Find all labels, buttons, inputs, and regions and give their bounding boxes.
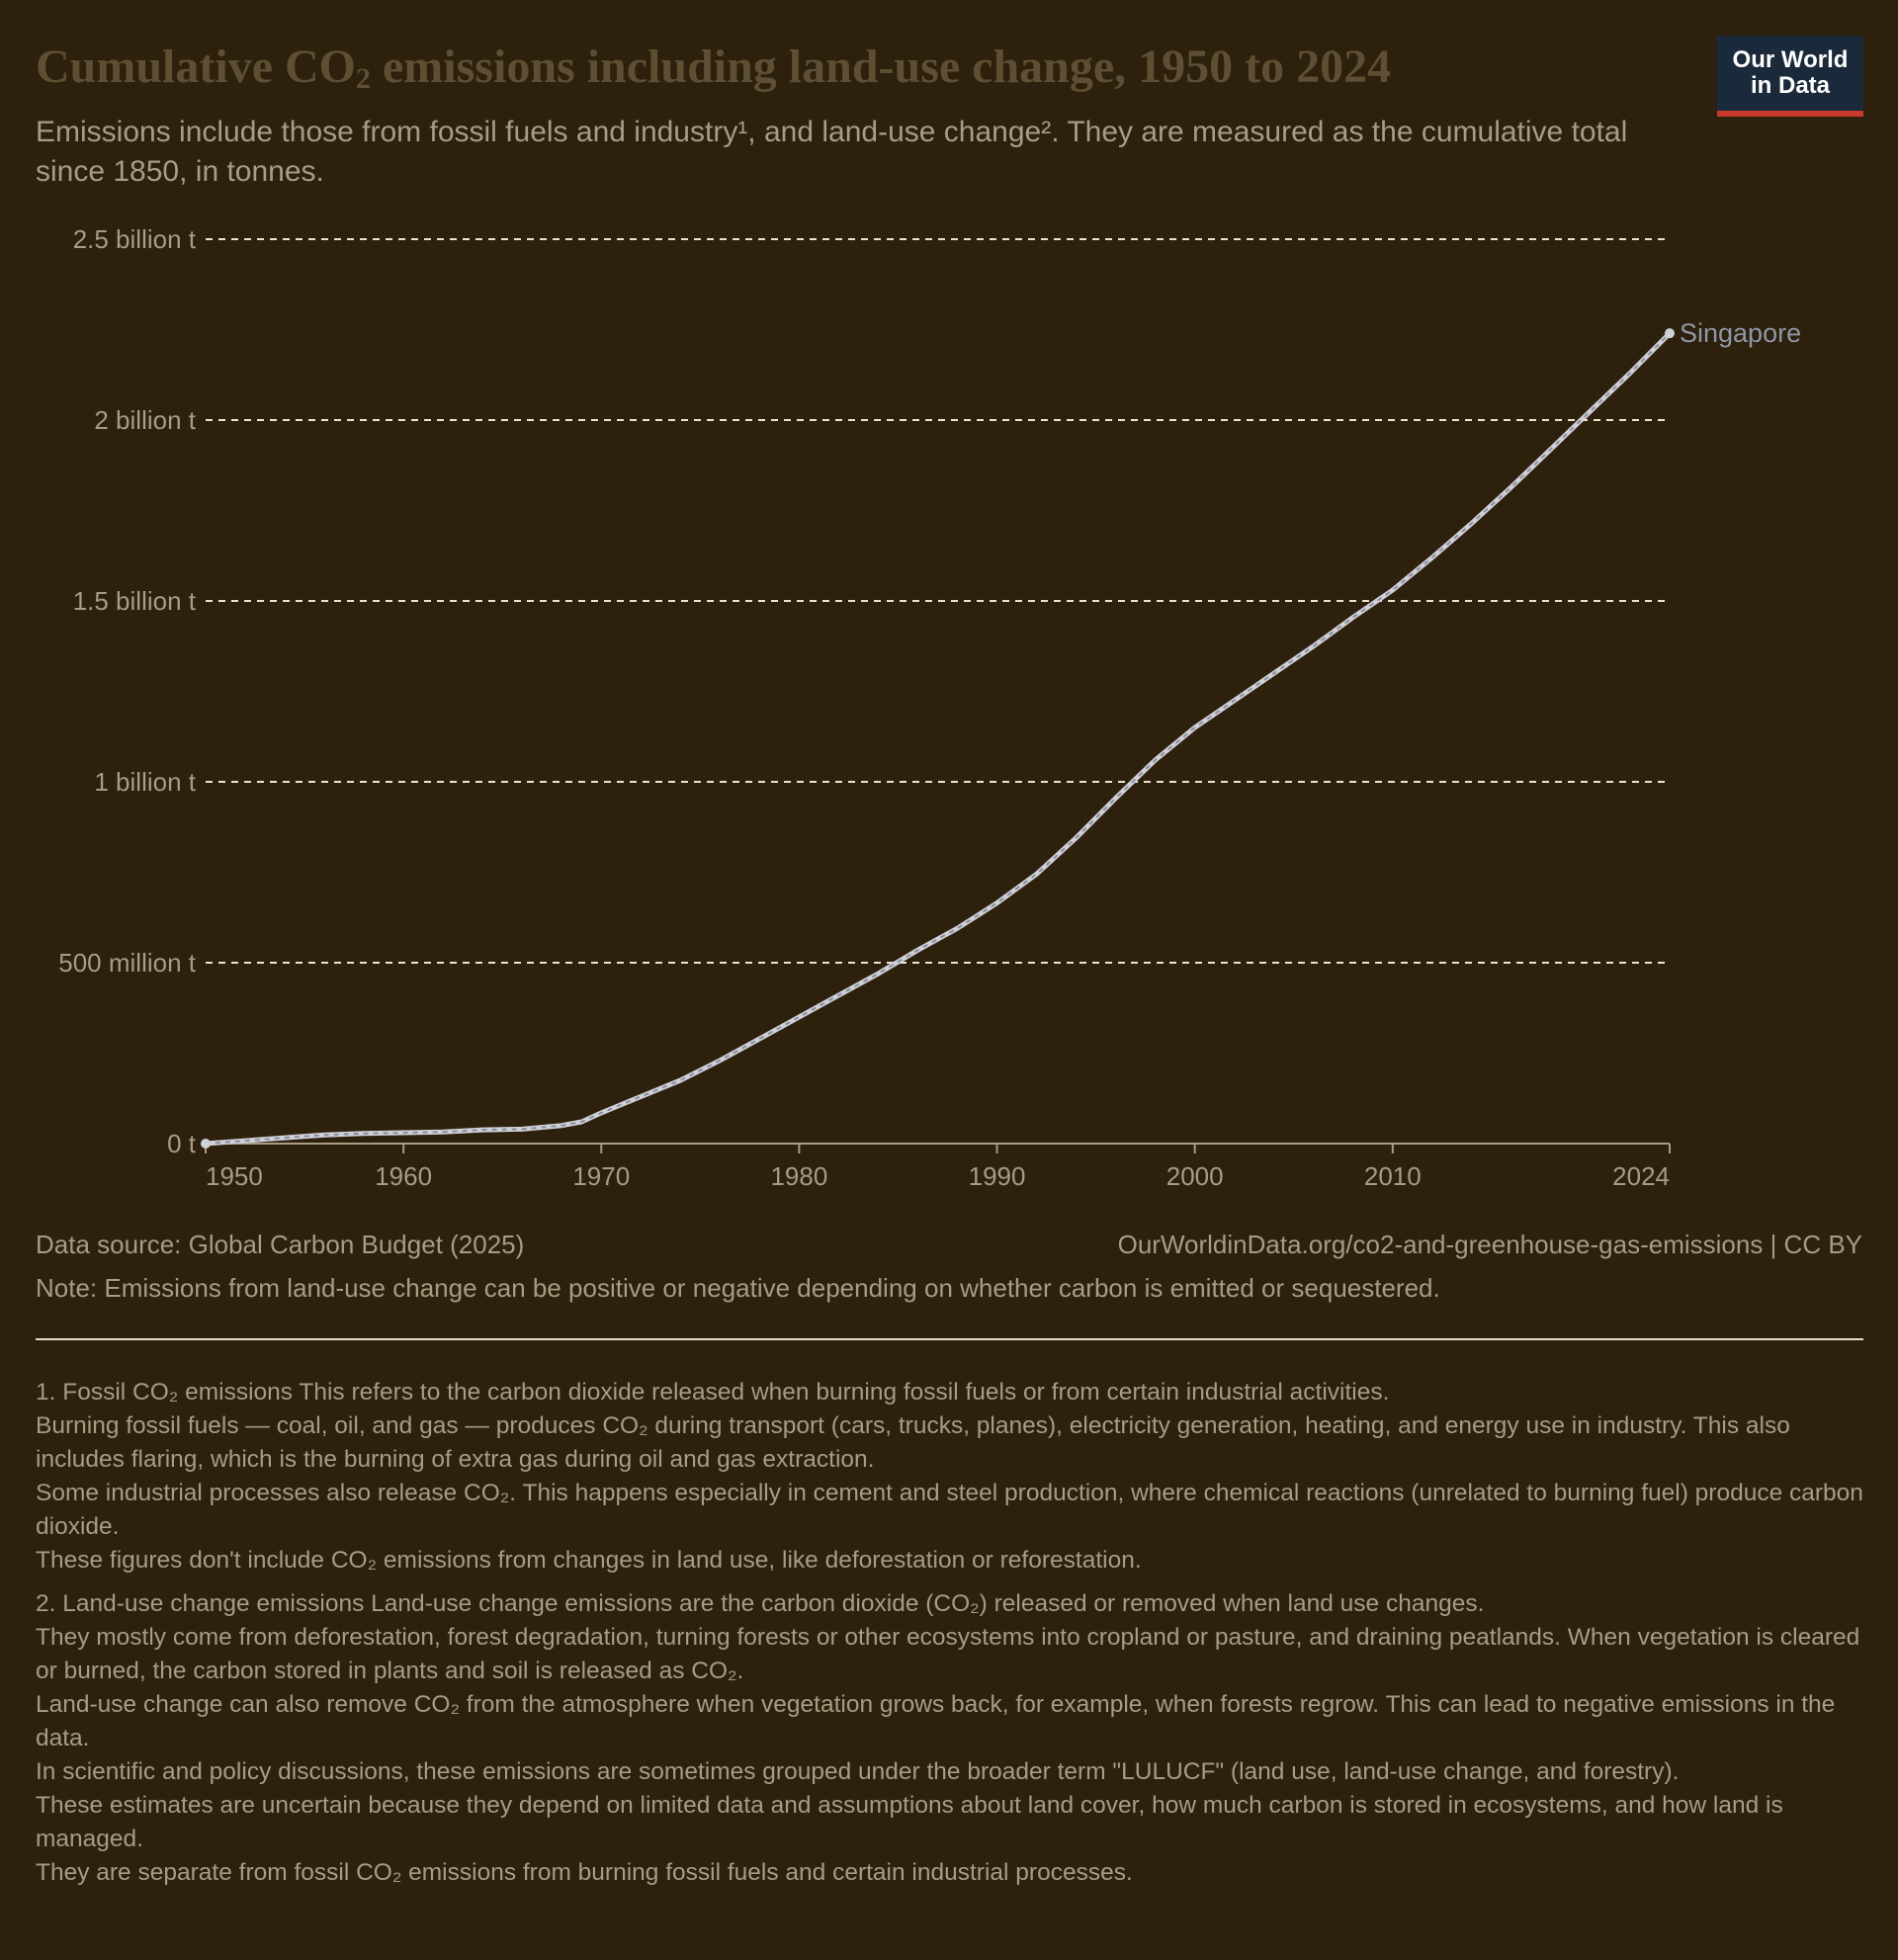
footnote-line: These estimates are uncertain because they depend on limited data and assumptions about land cover, how much carbon is stored in ecosystems, and how land is managed. [36,1792,1783,1852]
x-tick-label: 2000 [1165,1161,1224,1186]
footnote-line: They mostly come from deforestation, forest degradation, turning forests or other ecosystems into cropland or pasture, and draining peatlands. When vegetation is cleared or burned, the carbon stored in plants and soil is released as CO₂. [36,1624,1860,1684]
x-tick-label: 2024 [1612,1161,1670,1186]
grid-layer [206,239,1670,963]
line-chart [0,198,1898,1186]
data-source: Data source: Global Carbon Budget (2025) [36,1230,525,1259]
x-tick-label: 1970 [572,1161,631,1186]
x-tick-label: 1980 [770,1161,828,1186]
chart-note: Note: Emissions from land-use change can be positive or negative depending on whether carbon is emitted or sequestered. [36,1273,1440,1303]
footnote-line: Burning fossil fuels — coal, oil, and gas — produces CO₂ during transport (cars, trucks, planes), electricity generation, heating, and energy use in industry. This also includes flaring, which is the burning of extra gas during oil and gas extraction. [36,1412,1790,1473]
y-tick-label: 2.5 billion t [72,224,196,254]
footnotes [36,1376,1884,1900]
y-tick-label: 0 t [167,1129,196,1158]
title-prefix: Cumulative CO [36,41,356,93]
footnote-line: Land-use change can also remove CO₂ from the atmosphere when vegetation grows back, for example, when forests regrow. This can lead to negative emissions in the data. [36,1691,1836,1751]
y-tick-label: 500 million t [58,948,196,978]
series-end-point [1665,328,1675,338]
y-tick-label: 2 billion t [94,405,196,435]
x-tick-label: 1990 [968,1161,1026,1186]
logo-line-1: Our World [1732,46,1849,73]
owid-logo[interactable] [1717,36,1863,117]
series-layer [201,318,1801,1149]
chart-title [36,40,1657,96]
source-url-link[interactable]: OurWorldinData.org/co2-and-greenhouse-gas-emissions | CC BY [1117,1230,1862,1259]
axis-layer [58,224,1670,1186]
series-line-dash [206,333,1670,1144]
logo-line-2: in Data [1750,72,1830,99]
footnote-land-use [36,1587,1884,1890]
x-tick-label: 1960 [375,1161,433,1186]
footnote-fossil [36,1376,1884,1577]
footer-divider [36,1338,1863,1340]
x-tick-label: 1950 [206,1161,263,1186]
series-start-point [201,1139,211,1149]
y-tick-label: 1 billion t [94,767,196,797]
chart-subtitle: Emissions include those from fossil fuels and industry¹, and land-use change². They are measured as the cumulative total since 1850, in tonnes. [36,116,1628,188]
footnote-line: They are separate from fossil CO₂ emissions from burning fossil fuels and certain industrial processes. [36,1859,1133,1886]
footnote-line: 2. Land-use change emissions Land-use change emissions are the carbon dioxide (CO₂) released or removed when land use changes. [36,1590,1485,1617]
title-subscript: 2 [356,62,371,95]
series-line [206,333,1670,1144]
y-tick-label: 1.5 billion t [72,586,196,616]
x-tick-label: 2010 [1363,1161,1422,1186]
footnote-line: These figures don't include CO₂ emissions from changes in land use, like deforestation or reforestation. [36,1547,1142,1574]
footnote-line: In scientific and policy discussions, these emissions are sometimes grouped under the broader term "LULUCF" (land use, land-use change, and forestry). [36,1758,1680,1785]
series-label: Singapore [1680,318,1802,349]
footnote-line: 1. Fossil CO₂ emissions This refers to the carbon dioxide released when burning fossil fuels or from certain industrial activities. [36,1379,1390,1406]
footnote-line: Some industrial processes also release CO₂. This happens especially in cement and steel production, where chemical reactions (unrelated to burning fuel) produce carbon dioxide. [36,1480,1863,1540]
title-suffix: emissions including land-use change, 1950 to 2024 [371,41,1392,93]
